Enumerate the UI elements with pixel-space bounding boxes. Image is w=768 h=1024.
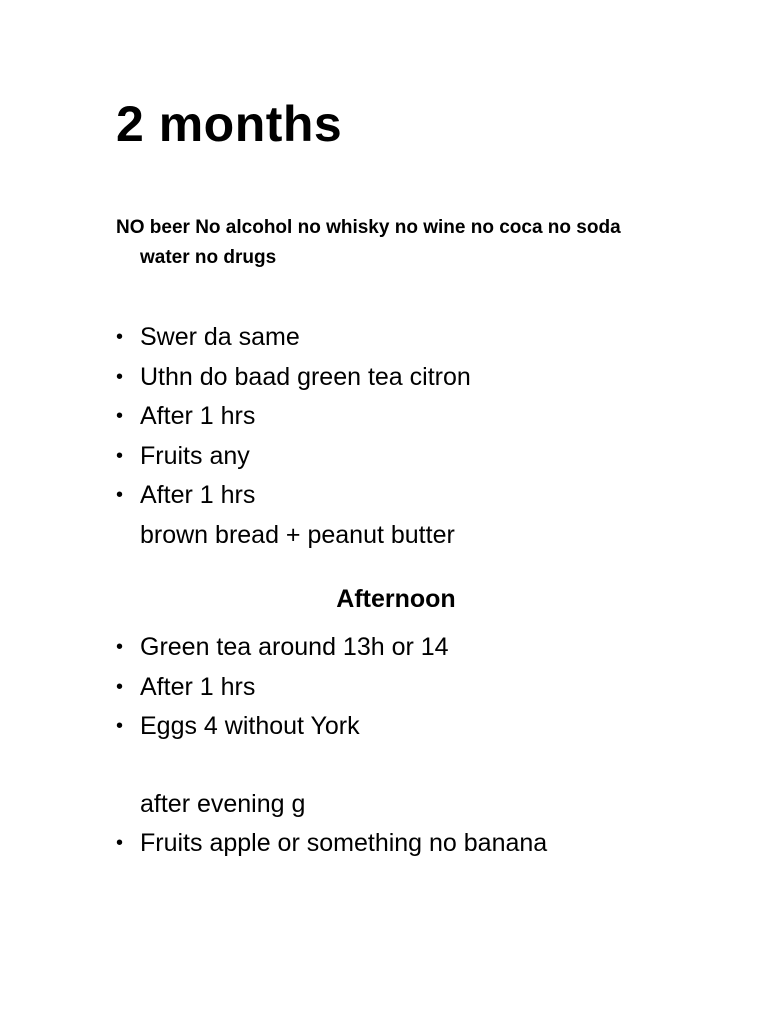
list-item xyxy=(116,397,471,437)
restrictions-line-2: water no drugs xyxy=(140,247,277,268)
restrictions-note xyxy=(116,213,676,273)
list-item-text: Swer da same xyxy=(140,323,300,351)
bullet-icon: • xyxy=(116,715,124,737)
list-item-text: Uthn do baad green tea citron xyxy=(140,362,471,391)
list-item-text: Fruits apple or something no banana xyxy=(140,829,548,857)
list-item-text: After 1 hrs xyxy=(140,402,256,430)
list-item xyxy=(116,437,471,477)
bullet-icon: • xyxy=(116,405,124,427)
list-item-text: Fruits any xyxy=(140,441,250,470)
evening-note: after evening g xyxy=(140,790,306,818)
list-item xyxy=(116,358,471,398)
bullet-icon: • xyxy=(116,484,124,506)
page-title: 2 months xyxy=(116,96,343,152)
list-item xyxy=(116,824,547,864)
list-item xyxy=(116,476,471,555)
bullet-icon: • xyxy=(116,444,124,467)
afternoon-heading: Afternoon xyxy=(336,585,456,613)
bullet-icon: • xyxy=(116,326,124,348)
list-item-text: After 1 hrs xyxy=(140,481,256,509)
list-item xyxy=(116,668,449,708)
evening-list xyxy=(116,824,547,864)
morning-list xyxy=(116,318,471,555)
list-item xyxy=(116,628,449,668)
restrictions-line-1: NO beer No alcohol no whisky no wine no coca no soda xyxy=(116,217,621,238)
bullet-icon: • xyxy=(116,675,124,698)
list-item xyxy=(116,707,449,747)
list-item-subtext: brown bread + peanut butter xyxy=(140,520,455,549)
bullet-icon: • xyxy=(116,636,124,658)
list-item-text: Green tea around 13h or 14 xyxy=(140,633,449,661)
afternoon-list xyxy=(116,628,449,747)
bullet-icon: • xyxy=(116,365,124,388)
bullet-icon: • xyxy=(116,832,124,854)
list-item-text: After 1 hrs xyxy=(140,672,256,701)
list-item-text: Eggs 4 without York xyxy=(140,712,360,740)
list-item xyxy=(116,318,471,358)
